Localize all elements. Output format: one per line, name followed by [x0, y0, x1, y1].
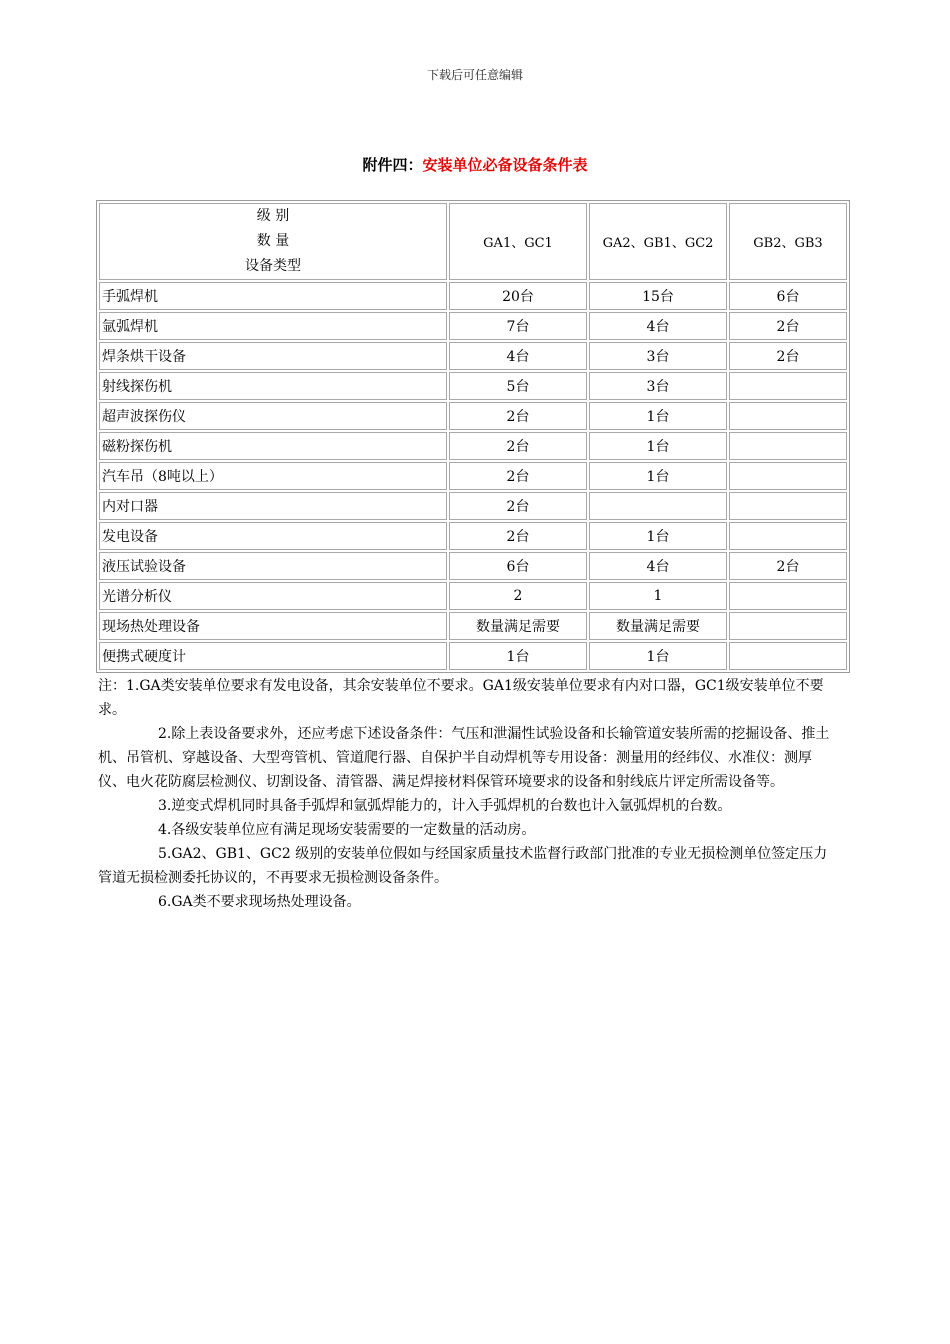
value-cell-ga1-gc1: 2台: [449, 522, 587, 550]
table-row: [99, 522, 847, 550]
value-cell-ga2-gb1-gc2: 3台: [589, 342, 727, 370]
corner-header-cell: [99, 203, 447, 280]
note-1: 注：1.GA类安装单位要求有发电设备，其余安装单位不要求。GA1级安装单位要求有内对口器，GC1级安装单位不要求。: [98, 678, 824, 718]
value-cell-gb2-gb3: 6台: [729, 282, 847, 310]
value-cell-gb2-gb3: [729, 612, 847, 640]
value-cell-ga1-gc1: 数量满足需要: [449, 612, 587, 640]
equipment-name-cell: 发电设备: [99, 522, 447, 550]
value-cell-gb2-gb3: [729, 432, 847, 460]
table-row: [99, 312, 847, 340]
table-header-row: [99, 203, 847, 280]
title-main: 安装单位必备设备条件表: [422, 156, 588, 174]
value-cell-ga2-gb1-gc2: 15台: [589, 282, 727, 310]
value-cell-gb2-gb3: [729, 642, 847, 670]
column-header-ga1-gc1: GA1、GC1: [449, 203, 587, 280]
value-cell-ga2-gb1-gc2: 1台: [589, 462, 727, 490]
value-cell-ga2-gb1-gc2: [589, 492, 727, 520]
notes-section: [98, 674, 838, 914]
value-cell-gb2-gb3: [729, 402, 847, 430]
page-title: [0, 154, 950, 175]
value-cell-gb2-gb3: [729, 492, 847, 520]
corner-level-label: 级 别: [256, 208, 290, 224]
corner-quantity-label: 数 量: [256, 233, 290, 249]
value-cell-gb2-gb3: [729, 522, 847, 550]
value-cell-ga1-gc1: 7台: [449, 312, 587, 340]
column-header-gb2-gb3: GB2、GB3: [729, 203, 847, 280]
value-cell-ga2-gb1-gc2: 1台: [589, 432, 727, 460]
value-cell-gb2-gb3: 2台: [729, 312, 847, 340]
value-cell-ga2-gb1-gc2: 3台: [589, 372, 727, 400]
value-cell-ga1-gc1: 2台: [449, 462, 587, 490]
table-row: [99, 282, 847, 310]
equipment-name-cell: 内对口器: [99, 492, 447, 520]
value-cell-ga2-gb1-gc2: 1: [589, 582, 727, 610]
note-3: 3.逆变式焊机同时具备手弧焊和氩弧焊能力的，计入手弧焊机的台数也计入氩弧焊机的台数。: [158, 798, 732, 814]
equipment-name-cell: 便携式硬度计: [99, 642, 447, 670]
equipment-name-cell: 氩弧焊机: [99, 312, 447, 340]
value-cell-ga2-gb1-gc2: 1台: [589, 402, 727, 430]
watermark-text: 下载后可任意编辑: [426, 68, 523, 82]
equipment-name-cell: 手弧焊机: [99, 282, 447, 310]
table-row: [99, 552, 847, 580]
value-cell-gb2-gb3: 2台: [729, 342, 847, 370]
value-cell-ga1-gc1: 6台: [449, 552, 587, 580]
column-header-ga2-gb1-gc2: GA2、GB1、GC2: [589, 203, 727, 280]
table-row: [99, 402, 847, 430]
table-row: [99, 642, 847, 670]
value-cell-ga1-gc1: 2台: [449, 402, 587, 430]
equipment-name-cell: 射线探伤机: [99, 372, 447, 400]
equipment-name-cell: 液压试验设备: [99, 552, 447, 580]
value-cell-gb2-gb3: [729, 462, 847, 490]
equipment-name-cell: 超声波探伤仪: [99, 402, 447, 430]
value-cell-gb2-gb3: [729, 582, 847, 610]
equipment-name-cell: 现场热处理设备: [99, 612, 447, 640]
value-cell-ga1-gc1: 1台: [449, 642, 587, 670]
table-row: [99, 372, 847, 400]
note-6: 6.GA类不要求现场热处理设备。: [158, 894, 361, 910]
table-row: [99, 342, 847, 370]
value-cell-ga1-gc1: 2: [449, 582, 587, 610]
value-cell-ga1-gc1: 5台: [449, 372, 587, 400]
table-row: [99, 582, 847, 610]
value-cell-ga2-gb1-gc2: 4台: [589, 552, 727, 580]
value-cell-ga2-gb1-gc2: 4台: [589, 312, 727, 340]
table-row: [99, 612, 847, 640]
corner-type-label: 设备类型: [245, 258, 301, 274]
equipment-table: [96, 200, 850, 673]
note-5: 5.GA2、GB1、GC2 级别的安装单位假如与经国家质量技术监督行政部门批准的专业无损检测单位签定压力管道无损检测委托协议的，不再要求无损检测设备条件。: [98, 846, 828, 886]
value-cell-ga1-gc1: 4台: [449, 342, 587, 370]
value-cell-ga1-gc1: 2台: [449, 432, 587, 460]
table-row: [99, 492, 847, 520]
value-cell-gb2-gb3: [729, 372, 847, 400]
value-cell-ga1-gc1: 20台: [449, 282, 587, 310]
value-cell-ga2-gb1-gc2: 1台: [589, 522, 727, 550]
note-4: 4.各级安装单位应有满足现场安装需要的一定数量的活动房。: [158, 822, 536, 838]
equipment-name-cell: 磁粉探伤机: [99, 432, 447, 460]
equipment-name-cell: 光谱分析仪: [99, 582, 447, 610]
table-row: [99, 462, 847, 490]
table-row: [99, 432, 847, 460]
value-cell-ga2-gb1-gc2: 数量满足需要: [589, 612, 727, 640]
note-2: 2.除上表设备要求外，还应考虑下述设备条件：气压和泄漏性试验设备和长输管道安装所需的挖掘设备、推土机、吊管机、穿越设备、大型弯管机、管道爬行器、自保护半自动焊机等专用设备：测量用的经纬仪、水准仪：测厚仪、电火花防腐层检测仪、切割设备、清管器、满足焊接材料保管环境要求的设备和射线底片评定所需设备等。: [98, 726, 830, 790]
title-prefix: 附件四：: [362, 156, 423, 174]
value-cell-ga1-gc1: 2台: [449, 492, 587, 520]
equipment-name-cell: 焊条烘干设备: [99, 342, 447, 370]
value-cell-gb2-gb3: 2台: [729, 552, 847, 580]
equipment-name-cell: 汽车吊（8吨以上）: [99, 462, 447, 490]
value-cell-ga2-gb1-gc2: 1台: [589, 642, 727, 670]
